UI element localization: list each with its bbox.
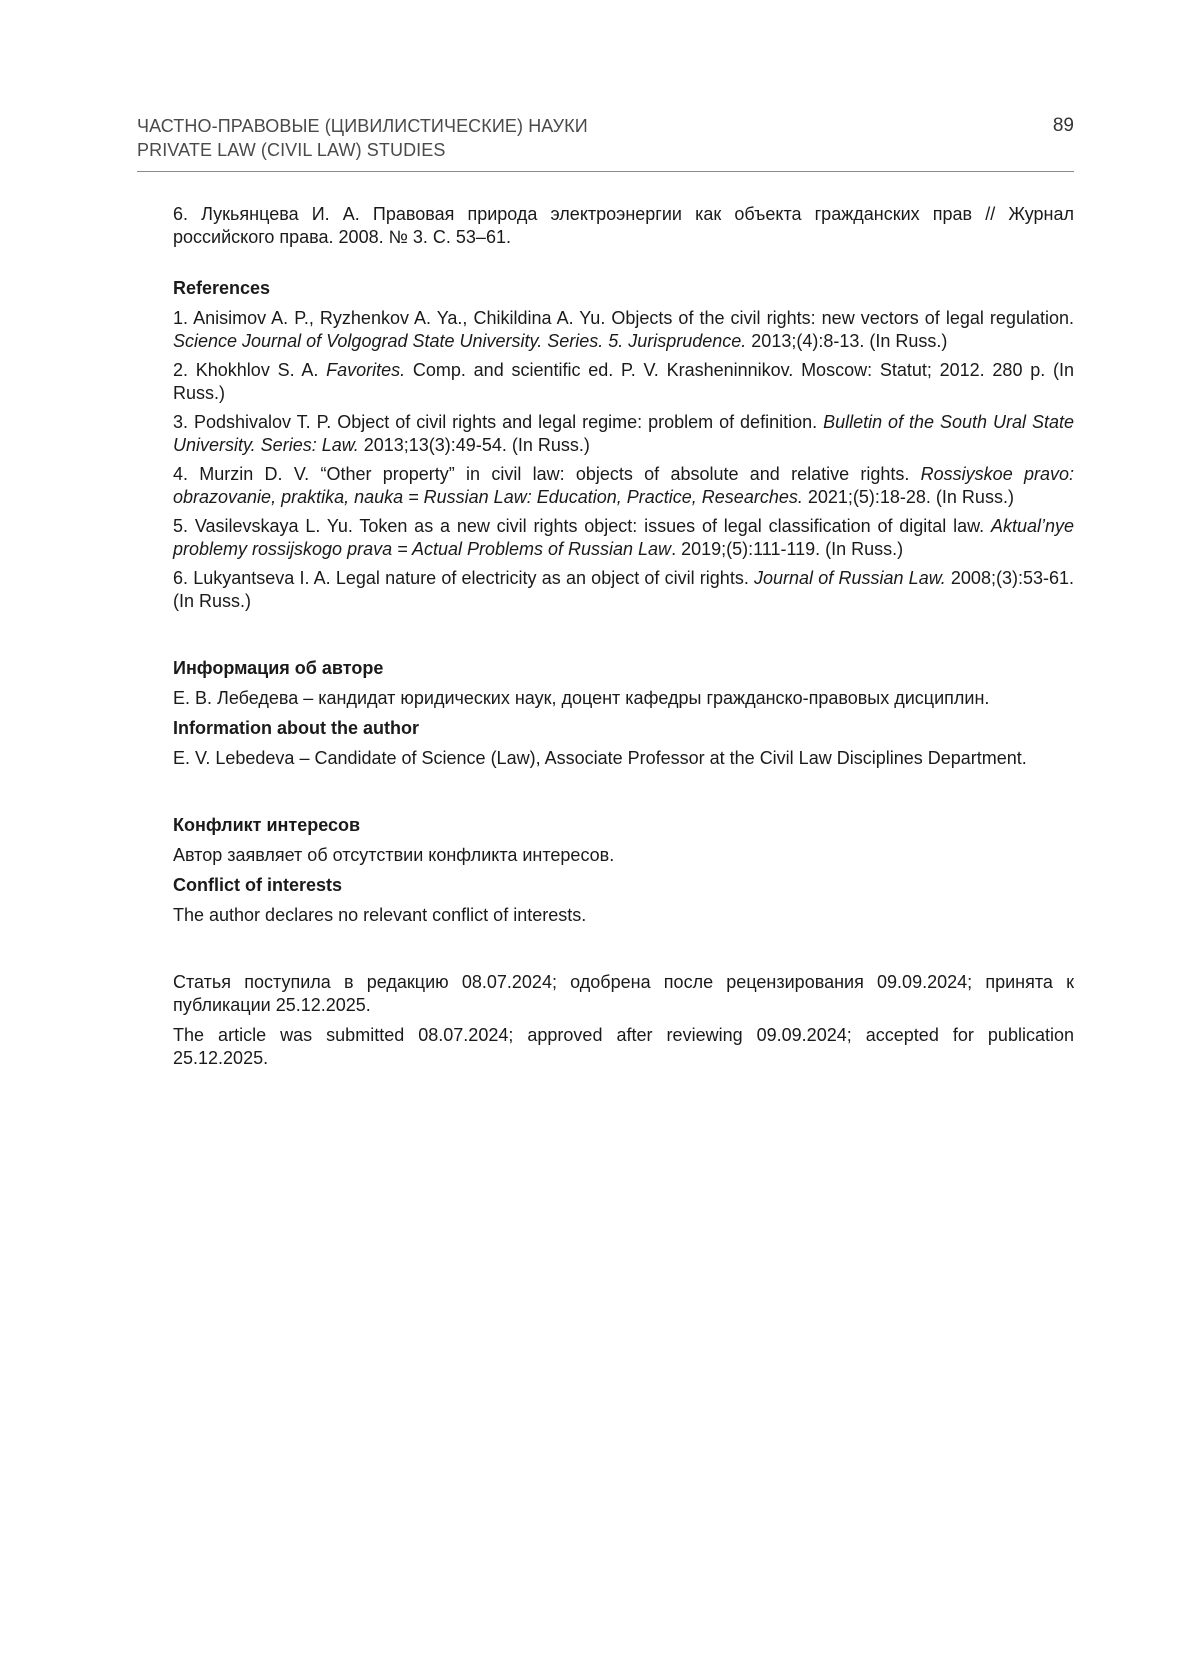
author-info-title-ru: Информация об авторе bbox=[173, 658, 384, 678]
author-info-title-en: Information about the author bbox=[173, 718, 419, 738]
reference-item bbox=[173, 463, 1074, 509]
header-section-title-ru: ЧАСТНО-ПРАВОВЫЕ (ЦИВИЛИСТИЧЕСКИЕ) НАУКИ bbox=[137, 116, 588, 136]
reference-details: 2008;(3):53-61. (In Russ.) bbox=[173, 568, 1074, 611]
references-section bbox=[173, 277, 1074, 613]
reference-source: Bulletin of the South Ural State University. Series: Law. bbox=[173, 412, 1074, 455]
conflict-title-ru: Конфликт интересов bbox=[173, 815, 361, 835]
reference-item bbox=[173, 307, 1074, 353]
reference-source: Aktual’nye problemy rossijskogo prava = Actual Problems of Russian Law bbox=[173, 516, 1074, 559]
article-dates-en: The article was submitted 08.07.2024; approved after reviewing 09.09.2024; accepted for publication 25.12.2025. bbox=[173, 1025, 1074, 1068]
author-info-text-ru: Е. В. Лебедева – кандидат юридических наук, доцент кафедры гражданско-правовых дисциплин. bbox=[173, 688, 990, 708]
reference-item bbox=[173, 567, 1074, 613]
reference-source: Rossiyskoe pravo: obrazovanie, praktika, nauka = Russian Law: Education, Practice, Researches. bbox=[173, 464, 1074, 507]
reference-text: 6. Lukyantseva I. A. Legal nature of electricity as an object of civil rights. bbox=[173, 568, 755, 588]
reference-item bbox=[173, 515, 1074, 561]
reference-item bbox=[173, 359, 1074, 405]
author-info-section bbox=[173, 657, 1074, 770]
page-number: 89 bbox=[1052, 115, 1074, 136]
russian-reference-6: 6. Лукьянцева И. А. Правовая природа электроэнергии как объекта гражданских прав // Журнал российского права. 2008. № 3. С. 53–61. bbox=[173, 204, 1074, 247]
reference-source: Favorites. bbox=[326, 360, 406, 380]
header-section-title-en: PRIVATE LAW (CIVIL LAW) STUDIES bbox=[137, 140, 446, 160]
reference-details: 2013;13(3):49-54. (In Russ.) bbox=[358, 435, 590, 455]
reference-item bbox=[173, 411, 1074, 457]
reference-text: 3. Podshivalov T. P. Object of civil rights and legal regime: problem of definition. bbox=[173, 412, 824, 432]
reference-details: 2013;(4):8-13. (In Russ.) bbox=[746, 331, 948, 351]
reference-text: 5. Vasilevskaya L. Yu. Token as a new civil rights object: issues of legal classification of digital law. bbox=[173, 516, 991, 536]
running-header bbox=[137, 114, 1074, 174]
article-dates-section bbox=[173, 971, 1074, 1070]
article-dates-ru: Статья поступила в редакцию 08.07.2024; одобрена после рецензирования 09.09.2024; принята к публикации 25.12.2025. bbox=[173, 972, 1074, 1015]
conflict-text-en: The author declares no relevant conflict of interests. bbox=[173, 905, 587, 925]
reference-details: 2021;(5):18-28. (In Russ.) bbox=[802, 487, 1014, 507]
page-content bbox=[173, 203, 1074, 1070]
reference-source: Science Journal of Volgograd State University. Series. 5. Jurisprudence. bbox=[173, 331, 747, 351]
references-title: References bbox=[173, 278, 271, 298]
conflict-title-en: Conflict of interests bbox=[173, 875, 343, 895]
reference-source: Journal of Russian Law. bbox=[754, 568, 946, 588]
conflict-text-ru: Автор заявляет об отсутствии конфликта интересов. bbox=[173, 845, 615, 865]
reference-details: Comp. and scientific ed. P. V. Krasheninnikov. Moscow: Statut; 2012. 280 p. (In Russ.) bbox=[173, 360, 1074, 403]
author-info-text-en: E. V. Lebedeva – Candidate of Science (Law), Associate Professor at the Civil Law Disciplines Department. bbox=[173, 748, 1027, 768]
header-divider bbox=[137, 171, 1074, 172]
reference-text: 2. Khokhlov S. A. bbox=[173, 360, 327, 380]
reference-details: . 2019;(5):111-119. (In Russ.) bbox=[671, 539, 904, 559]
reference-text: 1. Anisimov A. P., Ryzhenkov A. Ya., Chikildina A. Yu. Objects of the civil rights: new vectors of legal regulation. bbox=[173, 308, 1074, 328]
reference-text: 4. Murzin D. V. “Other property” in civil law: objects of absolute and relative rights. bbox=[173, 464, 921, 484]
conflict-section bbox=[173, 814, 1074, 927]
